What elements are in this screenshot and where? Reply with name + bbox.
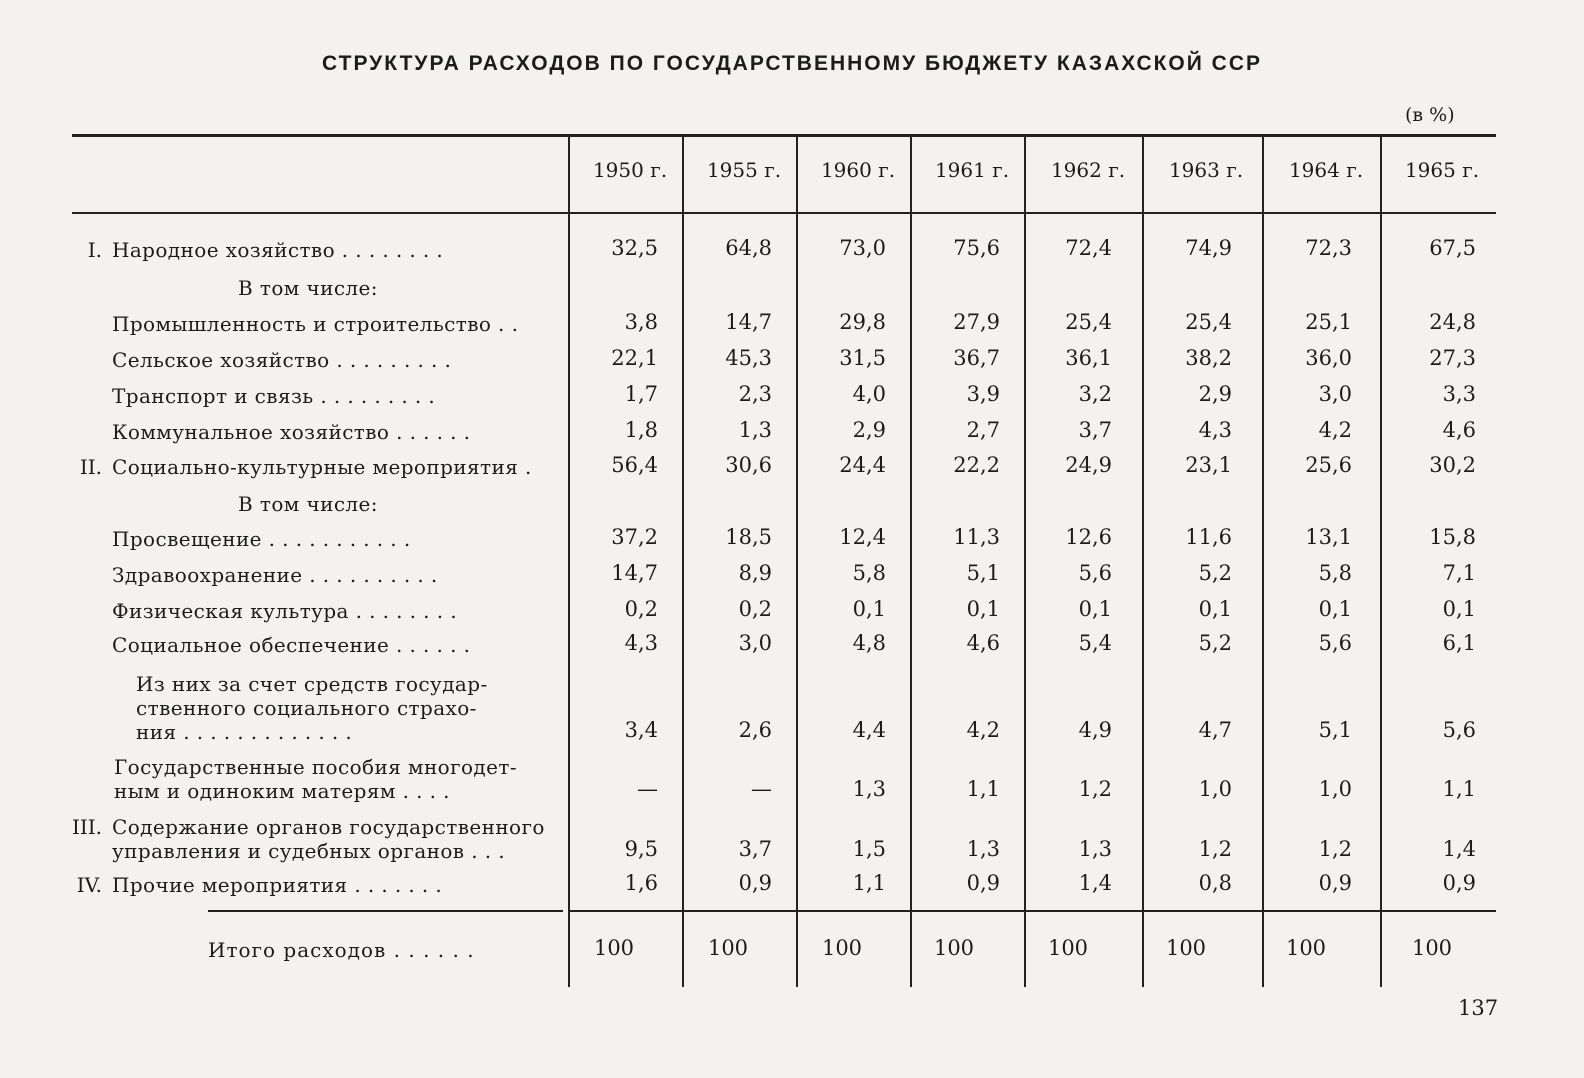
row-label: Промышленность и строительство . .	[112, 312, 519, 336]
table-cell: 72,3	[1305, 236, 1352, 260]
table-cell: 0,9	[1442, 871, 1476, 895]
table-cell: 25,4	[1185, 310, 1232, 334]
column-rule	[682, 137, 684, 987]
table-cell: 5,8	[1318, 561, 1352, 585]
total-separator-rule-right	[570, 910, 1496, 912]
table-cell: 2,7	[966, 418, 1000, 442]
table-cell: 1,7	[624, 382, 658, 406]
table-cell: 5,8	[852, 561, 886, 585]
table-cell: 5,2	[1198, 561, 1232, 585]
table-cell: 1,6	[624, 871, 658, 895]
table-cell: 1,8	[624, 418, 658, 442]
table-cell: 4,3	[1198, 418, 1232, 442]
total-cell: 100	[593, 936, 635, 960]
table-cell: 4,2	[1318, 418, 1352, 442]
table-cell: 2,9	[852, 418, 886, 442]
table-cell: 37,2	[611, 525, 658, 549]
table-cell: 12,6	[1065, 525, 1112, 549]
total-label: Итого расходов . . . . . .	[208, 938, 475, 962]
total-cell: 100	[1285, 936, 1327, 960]
table-cell: 74,9	[1185, 236, 1232, 260]
table-cell: 1,3	[852, 777, 886, 801]
year-header: 1960 г.	[820, 158, 896, 182]
table-cell: 3,0	[738, 631, 772, 655]
row-label: Коммунальное хозяйство . . . . . .	[112, 420, 471, 444]
table-cell: 32,5	[611, 236, 658, 260]
table-cell: 25,4	[1065, 310, 1112, 334]
table-cell: 3,9	[966, 382, 1000, 406]
table-cell: 4,4	[852, 718, 886, 742]
table-cell: 30,2	[1429, 453, 1476, 477]
column-rule	[1142, 137, 1144, 987]
table-cell: 14,7	[725, 310, 772, 334]
row-label: Сельское хозяйство . . . . . . . . .	[112, 348, 452, 372]
table-cell: 0,1	[966, 597, 1000, 621]
table-cell: 1,2	[1198, 837, 1232, 861]
table-cell: 72,4	[1065, 236, 1112, 260]
header-bottom-rule	[72, 212, 1496, 214]
row-label: Просвещение . . . . . . . . . . .	[112, 527, 411, 551]
table-cell: 0,2	[738, 597, 772, 621]
table-cell: 5,4	[1078, 631, 1112, 655]
row-roman-numeral: II.	[79, 455, 102, 479]
table-cell: 0,1	[1078, 597, 1112, 621]
table-cell: 18,5	[725, 525, 772, 549]
table-cell: 67,5	[1429, 236, 1476, 260]
year-header: 1961 г.	[934, 158, 1010, 182]
table-cell: 0,1	[1442, 597, 1476, 621]
total-separator-rule-left	[208, 910, 563, 912]
row-label: Физическая культура . . . . . . . .	[112, 599, 457, 623]
table-cell: 1,3	[966, 837, 1000, 861]
table-cell: 5,6	[1078, 561, 1112, 585]
table-cell: 1,2	[1078, 777, 1112, 801]
table-cell: 75,6	[953, 236, 1000, 260]
table-cell: 4,8	[852, 631, 886, 655]
table-cell: 4,9	[1078, 718, 1112, 742]
table-cell: 5,1	[1318, 718, 1352, 742]
column-rule	[1024, 137, 1026, 987]
table-cell: 22,1	[611, 346, 658, 370]
row-label: В том числе:	[238, 492, 378, 516]
row-label: управления и судебных органов . . .	[112, 839, 506, 863]
row-label: Народное хозяйство . . . . . . . .	[112, 238, 444, 262]
row-label: Транспорт и связь . . . . . . . . .	[112, 384, 436, 408]
row-roman-numeral: I.	[87, 238, 102, 262]
table-cell: 5,1	[966, 561, 1000, 585]
table-cell: 5,6	[1318, 631, 1352, 655]
table-cell: 4,6	[966, 631, 1000, 655]
year-header: 1964 г.	[1288, 158, 1364, 182]
table-cell: 23,1	[1185, 453, 1232, 477]
row-label: В том числе:	[238, 276, 378, 300]
table-cell: 1,0	[1198, 777, 1232, 801]
table-cell: 31,5	[839, 346, 886, 370]
unit-label: (в %)	[1405, 104, 1455, 126]
row-label: Из них за счет средств государ-	[136, 672, 488, 696]
table-cell: 45,3	[725, 346, 772, 370]
table-cell: 8,9	[738, 561, 772, 585]
table-cell: 1,4	[1442, 837, 1476, 861]
table-cell: 1,3	[1078, 837, 1112, 861]
table-cell: 22,2	[953, 453, 1000, 477]
table-cell: 5,2	[1198, 631, 1232, 655]
table-cell: 2,3	[738, 382, 772, 406]
table-cell: 0,1	[1198, 597, 1232, 621]
table-top-rule	[72, 134, 1496, 137]
row-roman-numeral: III.	[71, 815, 102, 839]
table-cell: 25,1	[1305, 310, 1352, 334]
table-cell: 0,8	[1198, 871, 1232, 895]
table-cell: 9,5	[624, 837, 658, 861]
table-cell: 6,1	[1442, 631, 1476, 655]
row-label: Социальное обеспечение . . . . . .	[112, 633, 471, 657]
table-cell: 1,1	[1442, 777, 1476, 801]
table-cell: 0,1	[852, 597, 886, 621]
table-cell: 2,6	[738, 718, 772, 742]
row-label: ственного социального страхо-	[136, 696, 477, 720]
table-cell: 1,0	[1318, 777, 1352, 801]
total-cell: 100	[933, 936, 975, 960]
table-cell: 0,9	[1318, 871, 1352, 895]
table-cell: 29,8	[839, 310, 886, 334]
table-cell: 1,2	[1318, 837, 1352, 861]
table-cell: 1,3	[738, 418, 772, 442]
table-cell: 5,6	[1442, 718, 1476, 742]
row-label: ным и одиноким матерям . . . .	[114, 779, 450, 803]
table-cell: 3,7	[1078, 418, 1112, 442]
page-title: СТРУКТУРА РАСХОДОВ ПО ГОСУДАРСТВЕННОМУ БЮДЖЕТУ КАЗАХСКОЙ ССР	[321, 52, 1263, 75]
table-cell: 14,7	[611, 561, 658, 585]
table-cell: 0,1	[1318, 597, 1352, 621]
total-cell: 100	[707, 936, 749, 960]
table-cell: 11,3	[953, 525, 1000, 549]
row-label: ния . . . . . . . . . . . . .	[136, 720, 353, 744]
table-cell: 3,2	[1078, 382, 1112, 406]
table-cell: 38,2	[1185, 346, 1232, 370]
table-cell: 36,7	[953, 346, 1000, 370]
table-cell: 4,6	[1442, 418, 1476, 442]
table-cell: 15,8	[1429, 525, 1476, 549]
table-cell: 24,8	[1429, 310, 1476, 334]
table-cell: 4,7	[1198, 718, 1232, 742]
row-label: Здравоохранение . . . . . . . . . .	[112, 563, 438, 587]
table-cell: 11,6	[1185, 525, 1232, 549]
column-rule	[910, 137, 912, 987]
row-label: Социально-культурные мероприятия .	[112, 455, 532, 479]
table-cell: 36,0	[1305, 346, 1352, 370]
table-cell: 2,9	[1198, 382, 1232, 406]
year-header: 1963 г.	[1168, 158, 1244, 182]
year-header: 1950 г.	[592, 158, 668, 182]
table-cell: 27,3	[1429, 346, 1476, 370]
total-cell: 100	[821, 936, 863, 960]
table-cell: 1,1	[852, 871, 886, 895]
table-cell: 24,9	[1065, 453, 1112, 477]
column-rule	[1380, 137, 1382, 987]
table-cell: 30,6	[725, 453, 772, 477]
column-rule	[796, 137, 798, 987]
table-cell: 13,1	[1305, 525, 1352, 549]
column-rule	[1262, 137, 1264, 987]
row-label: Государственные пособия многодет-	[114, 755, 518, 779]
table-cell: 4,0	[852, 382, 886, 406]
table-cell: 56,4	[611, 453, 658, 477]
year-header: 1955 г.	[706, 158, 782, 182]
table-cell: 64,8	[725, 236, 772, 260]
table-cell: 0,9	[966, 871, 1000, 895]
table-cell: 73,0	[839, 236, 886, 260]
table-cell: 12,4	[839, 525, 886, 549]
table-cell: 0,9	[738, 871, 772, 895]
total-cell: 100	[1411, 936, 1453, 960]
table-cell: 3,0	[1318, 382, 1352, 406]
table-cell: —	[637, 777, 658, 801]
table-cell: 1,1	[966, 777, 1000, 801]
row-label: Содержание органов государственного	[112, 815, 545, 839]
row-label: Прочие мероприятия . . . . . . .	[112, 873, 443, 897]
total-cell: 100	[1047, 936, 1089, 960]
table-cell: —	[751, 777, 772, 801]
row-roman-numeral: IV.	[76, 873, 102, 897]
table-cell: 1,4	[1078, 871, 1112, 895]
table-cell: 25,6	[1305, 453, 1352, 477]
table-cell: 24,4	[839, 453, 886, 477]
year-header: 1962 г.	[1050, 158, 1126, 182]
page-number: 137	[1458, 996, 1499, 1020]
table-cell: 1,5	[852, 837, 886, 861]
table-cell: 4,2	[966, 718, 1000, 742]
table-cell: 27,9	[953, 310, 1000, 334]
column-rule	[568, 137, 570, 987]
table-cell: 3,4	[624, 718, 658, 742]
table-cell: 3,3	[1442, 382, 1476, 406]
table-cell: 36,1	[1065, 346, 1112, 370]
table-cell: 3,8	[624, 310, 658, 334]
table-cell: 4,3	[624, 631, 658, 655]
total-cell: 100	[1165, 936, 1207, 960]
table-cell: 0,2	[624, 597, 658, 621]
table-cell: 3,7	[738, 837, 772, 861]
year-header: 1965 г.	[1404, 158, 1480, 182]
table-cell: 7,1	[1442, 561, 1476, 585]
